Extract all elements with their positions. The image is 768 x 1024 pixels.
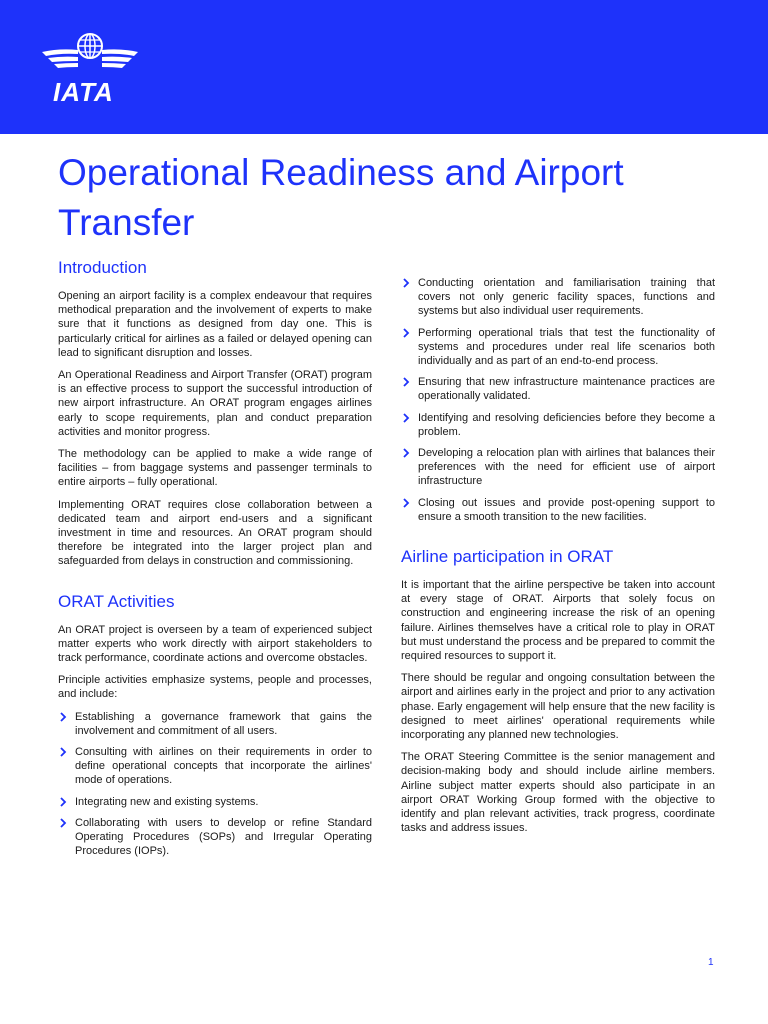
airline-paragraph-3: The ORAT Steering Committee is the senior management and decision-making body and should include airline members. Airline subject matter experts should also participate in an airport ORAT Working Group formed with the objective to identify and plan relevant activities, track progress, coordinate tasks and address issues.: [401, 751, 715, 835]
list-item: [401, 326, 715, 369]
section-heading-orat-activities: ORAT Activities: [58, 591, 175, 611]
chevron-right-icon: [401, 498, 411, 508]
chevron-right-icon: [401, 377, 411, 387]
iata-logo[interactable]: [40, 30, 140, 105]
list-item-text: Performing operational trials that test the functionality of systems and procedures under real life scenarios both individually and as part of an end-to-end process.: [418, 326, 715, 368]
chevron-right-icon: [401, 448, 411, 458]
chevron-right-icon: [58, 797, 68, 807]
page-title: Operational Readiness and Airport Transfer: [58, 152, 624, 243]
chevron-right-icon: [58, 818, 68, 828]
list-item-text: Identifying and resolving deficiencies before they become a problem.: [418, 411, 715, 438]
list-item-text: Integrating new and existing systems.: [75, 795, 259, 808]
intro-paragraph-1: Opening an airport facility is a complex endeavour that requires methodical preparation and the involvement of experts to make sure that it functions as designed from day one. This is particularly critical for airlines as a failed or delayed opening can lead to significant disruption and losses.: [58, 290, 372, 359]
intro-paragraph-2: An Operational Readiness and Airport Transfer (ORAT) program is an effective process to support the successful introduction of new airport infrastructure. An ORAT program engages airlines early to scope requirements, plan and conduct preparation activities and monitor progress.: [58, 369, 372, 438]
list-item: [401, 446, 715, 489]
list-item-text: Consulting with airlines on their requirements in order to define operational concepts that incorporate the airlines' mode of operations.: [75, 746, 372, 787]
activities-paragraph-1: An ORAT project is overseen by a team of experienced subject matter experts who work directly with airport stakeholders to track performance, coordinate actions and overcome obstacles.: [58, 623, 372, 665]
left-column: [58, 257, 372, 866]
globe-with-wings-icon: [40, 30, 140, 78]
activities-list-left: [58, 710, 372, 859]
chevron-right-icon: [401, 278, 411, 288]
chevron-right-icon: [58, 712, 68, 722]
list-item: [58, 745, 372, 788]
page-number: 1: [708, 957, 714, 968]
activities-paragraph-2: Principle activities emphasize systems, people and processes, and include:: [58, 674, 372, 701]
airline-paragraph-1: It is important that the airline perspective be taken into account at every stage of ORAT. Airports that solely focus on construction and engineering increase the risk of an opening failure. Airlines themselves have a critical role to play in ORAT but must understand the process and be prepared to commit the required resources to support it.: [401, 579, 715, 663]
chevron-right-icon: [58, 747, 68, 757]
list-item-text: Developing a relocation plan with airlines that balances their preferences with the need for efficient use of airport infrastructure: [418, 447, 715, 488]
list-item-text: Closing out issues and provide post-opening support to ensure a smooth transition to the new facilities.: [418, 496, 715, 523]
intro-paragraph-3: The methodology can be applied to make a wide range of facilities – from baggage systems and passenger terminals to entire airports – fully operational.: [58, 448, 372, 489]
chevron-right-icon: [401, 328, 411, 338]
intro-paragraph-4: Implementing ORAT requires close collaboration between a dedicated team and airport end-users and a significant investment in time and resources. An ORAT program should therefore be integrated into the larger project plan and safeguarded from delays in construction and commissioning.: [58, 498, 372, 568]
right-column: [401, 276, 715, 844]
list-item-text: Collaborating with users to develop or refine Standard Operating Procedures (SOPs) and Irregular Operating Procedures (IOPs).: [75, 816, 372, 858]
logo-text: IATA: [53, 77, 114, 107]
airline-paragraph-2: There should be regular and ongoing consultation between the airport and airlines early in the project and prior to any activation phase. Early engagement will help ensure that the new facility is designed to meet airlines' operational requirements while incorporating any planned new technologies.: [401, 672, 715, 742]
list-item: [401, 411, 715, 439]
list-item: [401, 276, 715, 319]
list-item: [401, 496, 715, 524]
activities-list-right: [401, 276, 715, 524]
section-heading-introduction: Introduction: [58, 258, 147, 277]
header-band: [0, 0, 768, 134]
list-item-text: Establishing a governance framework that gains the involvement and commitment of all users.: [75, 710, 372, 737]
list-item-text: Ensuring that new infrastructure maintenance practices are operationally validated.: [418, 376, 715, 403]
list-item: [58, 795, 372, 809]
chevron-right-icon: [401, 413, 411, 423]
list-item-text: Conducting orientation and familiarisation training that covers not only generic facility spaces, functions and systems but also individual user requirements.: [418, 277, 715, 318]
list-item: [58, 816, 372, 859]
section-heading-airline-participation: Airline participation in ORAT: [401, 547, 614, 567]
list-item: [401, 375, 715, 403]
list-item: [58, 710, 372, 738]
